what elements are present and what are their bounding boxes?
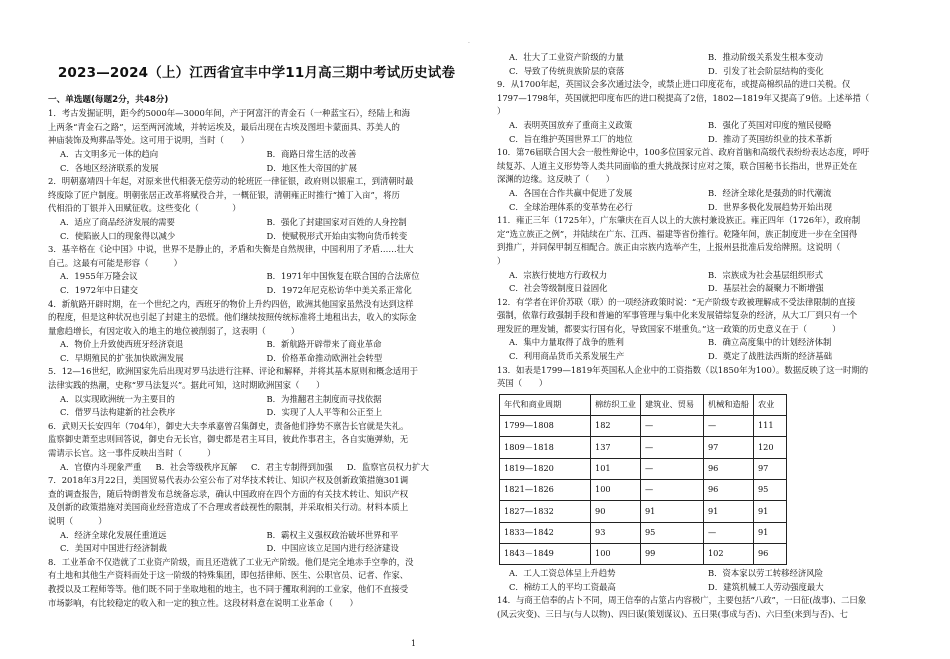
answer-options [48, 461, 473, 475]
answer-option[interactable]: A．适应了商品经济发展的需要 [60, 216, 175, 227]
question-text-line: 及创新的政策措施对美国商业经营造成了不合理或者歧视性的限制，并采取相关行动。材料本质上 [48, 502, 409, 513]
question-q2 [48, 175, 473, 243]
table-cell: 182 [591, 416, 641, 437]
table-cell: 90 [591, 501, 641, 522]
question-text-line: 的程度，但是这种状况也引起了封建主的恐慌。他们继续按照传统标准将土地租出去，收入的实际金 [48, 312, 417, 323]
question-text-line: 上两条“青金石之路”，运至两河流域，并转运埃及，最后出现在古埃及图坦卡蒙面具、苏美人的 [48, 121, 400, 132]
question-q8b [497, 51, 907, 78]
answer-option[interactable]: A．1955年万隆会议 [60, 271, 138, 282]
answer-options [48, 148, 473, 175]
answer-option[interactable]: C．君主专制得到加强 [250, 461, 333, 472]
page-title: 2023—2024（上）江西省宜丰中学11月高三期中考试历史试卷 [57, 65, 456, 81]
question-text-line: 3．基辛格在《论中国》中说，世界不是静止的，矛盾和失衡是自然规律，中国利用了矛盾……壮大 [48, 244, 414, 255]
answer-options [497, 269, 907, 296]
table-row [500, 416, 787, 437]
answer-option[interactable]: C．旨在维护英国世界工厂的地位 [509, 133, 633, 144]
answer-option[interactable]: C．美国对中国进行经济制裁 [60, 543, 167, 554]
table-cell: 建筑业、贸易 [640, 394, 703, 415]
answer-option[interactable]: D．奠定了战胜法西斯的经济基础 [708, 351, 832, 362]
table-row [500, 501, 787, 522]
table-cell: 1827—1832 [500, 501, 591, 522]
answer-options [48, 216, 473, 243]
table-cell: 1843－1849 [500, 543, 591, 564]
answer-option[interactable]: C．利用商品货币关系发展生产 [509, 351, 625, 362]
table-cell: 137 [591, 437, 641, 458]
table-cell: 96 [703, 458, 753, 479]
question-text-line: 强制，依靠行政强制手段和普遍的军事管理与集中化来发展错综复杂的经济，从大工厂到只有一个 [497, 310, 858, 321]
table-cell: — [640, 416, 703, 437]
question-text-line: 6．武则天长安四年（704年），御史大夫李承嘉曾召集御史，责备他们挣势不禀告长官就是失礼。 [48, 420, 409, 431]
table-cell: 91 [703, 501, 753, 522]
question-text-line: ） [497, 106, 506, 117]
question-q6 [48, 420, 473, 474]
table-cell: — [703, 522, 753, 543]
question-text-line: 理发匠的理发铺，都要实行国有化，导致国家不堪重负。”这一政策的历史意义在于（ ） [497, 323, 841, 334]
table-cell: 1833—1842 [500, 522, 591, 543]
left-column [48, 0, 473, 610]
answer-option[interactable]: B．宗族成为社会基层组织形式 [708, 269, 824, 280]
question-text-line: 1．考古发掘证明，距今约5000年—3000年间，产于阿富汗的青金石（一种蓝宝石），经陆上和海 [48, 108, 411, 119]
question-text-line: ） [497, 255, 506, 266]
answer-option[interactable]: B．新航路开辟带来了商业革命 [266, 339, 382, 350]
answer-option[interactable]: D．基层社会的凝聚力不断增强 [708, 283, 824, 294]
table-row [500, 458, 787, 479]
table-cell: 棉纺织工业 [591, 394, 641, 415]
answer-option[interactable]: A．各国在合作共赢中促进了发展 [509, 187, 633, 198]
question-text-line: 10．第76届联合国大会一般性辩论中，100多位国家元首、政府首脑和高级代表纷纷表达态度，呼吁 [497, 147, 870, 158]
question-text-line: 12．有学者在评价苏联（联）的一项经济政策时说：“无产阶级专政被理解成不受法律限制的直接 [497, 296, 856, 307]
question-text-line: 9．从1700年起，英国议会多次通过法令，或禁止进口印度花布，或提高棉织品的进口关税。仅 [497, 79, 851, 90]
answer-option[interactable]: A．宗族行使地方行政权力 [509, 269, 608, 280]
answer-option[interactable]: A．官僚内斗现象严重 [60, 461, 142, 472]
question-text-line: 量愈趋增长，有因定收入的地主的地位被削弱了，这表明（ ） [48, 325, 300, 336]
table-cell: 农业 [753, 394, 786, 415]
question-text-line: 4．新航路开辟时期，在一个世纪之内，西班牙的物价上升约四倍，欧洲其他国家虽然没有达到这样 [48, 298, 414, 309]
answer-option[interactable]: B．资本家以劳工转移经济风险 [708, 568, 824, 579]
table-header-row [500, 394, 787, 415]
table-cell: 95 [640, 522, 703, 543]
answer-option[interactable]: C．使陷嵌人口的现象得以减少 [60, 230, 176, 241]
question-q5 [48, 365, 473, 419]
answer-option[interactable]: A．古文明多元一体的趋向 [60, 148, 159, 159]
question-text-line: (风云灾变)、三曰与(与人以物)、四曰谋(策划谋议)、五曰果(事成与否)、六曰至(来到与否)、七 [497, 609, 848, 619]
question-text-line: 教授以及工程师等等。他们既不同于坐取地租的地主，也不同于攫取利润的工业家，他们不直接受 [48, 583, 409, 594]
table-cell: 111 [753, 416, 786, 437]
table-cell: 96 [703, 480, 753, 501]
question-text-line: 13．如表是1799—1819年英国私人企业中的工资指数（以1850年为100）。数据反映了这一时期的 [497, 364, 869, 375]
answer-option[interactable]: D．引发了社会阶层结构的变化 [708, 65, 824, 76]
answer-option[interactable]: A．表明英国放弃了重商主义政策 [509, 119, 633, 130]
answer-option[interactable]: A．以实现欧洲统一为主要目的 [60, 393, 175, 404]
answer-option[interactable]: D．使赋税形式开始由实物向货币转变 [266, 230, 408, 241]
answer-option[interactable]: C．棉纺工人的平均工资最高 [509, 581, 616, 592]
section-heading: 一、单选题(每题2分，共48分) [48, 94, 169, 105]
answer-option[interactable]: B．经济全球化是强劲的时代潮流 [708, 187, 832, 198]
question-q7 [48, 474, 473, 556]
scan-dot: · [468, 40, 470, 47]
right-column [497, 51, 907, 622]
table-cell: — [703, 416, 753, 437]
answer-option[interactable]: C．导致了传统贵族阶层的衰落 [509, 65, 625, 76]
question-text-line: 5．12—16世纪，欧洲国家先后出现对罗马法进行注释、评论和解释，并将其基本原则和概念适用于 [48, 366, 419, 377]
answer-option[interactable]: C．各地区经济联系的发展 [60, 162, 159, 173]
answer-options [497, 336, 907, 363]
question-text-line: 法律实践的热潮，史称“罗马法复兴”。据此可知，这时期欧洲国家（ ） [48, 380, 325, 391]
table-cell: 93 [591, 522, 641, 543]
question-text-line: 深渊的边缘。这反映了（ ） [497, 174, 615, 185]
answer-option[interactable]: B．强化了英国对印度的殖民侵略 [708, 119, 832, 130]
answer-option[interactable]: B．霸权主义强权政治破坏世界和平 [266, 529, 399, 540]
answer-option[interactable]: B．强化了封建国家对百姓的人身控制 [266, 216, 407, 227]
table-cell: 96 [753, 543, 786, 564]
table-cell: 机械和造船 [703, 394, 753, 415]
question-q14 [497, 594, 907, 621]
answer-options [48, 338, 473, 365]
table-cell: — [640, 458, 703, 479]
question-text-line: 自己。这最有可能是形容（ ） [48, 257, 182, 268]
answer-options [497, 567, 907, 594]
question-text-line: 11．雍正三年（1725年），广东肇庆在百人以上的大族村兼设族正。雍正四年（1726年），政府制 [497, 215, 861, 226]
question-text-line: 代相沿的丁银并入田赋征收。这些变化（ ） [48, 203, 241, 214]
question-q1 [48, 107, 473, 175]
answer-option[interactable]: B．确立高度集中的计划经济体制 [708, 337, 832, 348]
answer-option[interactable]: B．为推翻君主制度而寻找依据 [266, 393, 382, 404]
question-text-line: 监察御史萧至忠则回答说，御史台无长官，御史都是君主耳目，彼此作事君主，各自实施弹劾，无 [48, 434, 409, 445]
question-text-line: 续复苏、人道主义形势等人类共同面临的重大挑战探讨应对之策，联合国秘书长指出，世界正处在 [497, 160, 858, 171]
table-cell: 100 [591, 480, 641, 501]
question-text-line: 神庙装饰及殉葬品等处。这可用于说明，当时（ ） [48, 135, 249, 146]
table-cell: — [640, 437, 703, 458]
table-cell: 1821—1826 [500, 480, 591, 501]
table-cell: — [640, 480, 703, 501]
answer-options [497, 51, 907, 78]
table-cell: 120 [753, 437, 786, 458]
table-cell: 91 [753, 522, 786, 543]
question-text-line: 2．明朝嘉靖四十年起，对原来世代相袭无偿劳动的轮班匠一律征银，政府则以银雇工，到清朝时最 [48, 176, 414, 187]
answer-option[interactable]: D．监察官员权力扩大 [346, 461, 429, 472]
answer-option[interactable]: A．经济全球化发展任重道远 [60, 529, 167, 540]
question-q11 [497, 214, 907, 296]
table-cell: 99 [640, 543, 703, 564]
table-cell: 1809－1818 [500, 437, 591, 458]
left-questions [48, 107, 473, 610]
question-text-line: 终废除了匠户制度。明朝张居正改革将赋役合并，一概征银，清朝雍正时推行“摊丁入亩”，将历 [48, 189, 400, 200]
question-text-line: 需请示长官。这一事件反映出当时（ ） [48, 448, 216, 459]
answer-option[interactable]: C．早期殖民的扩张加快欧洲发展 [60, 352, 184, 363]
question-text-line: 定“选立族正之例”，并陆续在广东、江西、福建等省份推行。乾隆年间，族正制度进一步在全国得 [497, 228, 858, 239]
table-cell: 101 [591, 458, 641, 479]
table-cell: 95 [753, 480, 786, 501]
question-text-line: 市场影响，有比较稳定的收入和一定的独立性。这段材料意在说明工业革命（ ） [48, 597, 358, 608]
answer-options [48, 529, 473, 556]
question-q12 [497, 296, 907, 364]
question-text-line: 8．工业革命不仅造就了工业资产阶级，而且还造就了工业无产阶级。他们是完全地赤手空拳的，没 [48, 556, 414, 567]
question-q9 [497, 78, 907, 146]
table-cell: 97 [703, 437, 753, 458]
question-text-line: 7．2018年3月22日，美国贸易代表办公室公布了对华技术转让、知识产权及创新政策措施301调 [48, 475, 409, 486]
answer-option[interactable]: C．借罗马法构建新的社会秩序 [60, 407, 176, 418]
wage-index-table [499, 394, 787, 565]
answer-option[interactable]: D．实现了人人平等和公正至上 [266, 407, 383, 418]
answer-option[interactable]: D．中国应该立足国内进行经济建设 [266, 543, 399, 554]
question-q3 [48, 243, 473, 297]
question-text-line: 到推广，并同保甲制互相配合。族正由宗族内选举产生，上报州县批准后发给牌照。这说明（ [497, 242, 841, 253]
question-text-line: 英国（ ） [497, 378, 548, 389]
answer-option[interactable]: D．1972年尼克松访华中美关系正常化 [266, 284, 412, 295]
question-text-line: 查的调查报告，随后特朗普发布总统备忘录，确认中国政府在四个方面的有关技术转让、知识产权 [48, 488, 409, 499]
answer-option[interactable]: B．1971年中国恢复在联合国的合法席位 [266, 271, 420, 282]
question-text-line: 1797—1798年，英国就把印度布匹的进口税提高了2倍，1802—1819年又提高了9倍。上述举措（ [497, 92, 870, 103]
table-row [500, 437, 787, 458]
answer-option[interactable]: B．商路日常生活的改善 [266, 148, 357, 159]
question-q10 [497, 146, 907, 214]
table-row [500, 480, 787, 501]
answer-option[interactable]: A．集中力量取得了战争的胜利 [509, 337, 624, 348]
answer-options [48, 270, 473, 297]
table-cell: 1799—1808 [500, 416, 591, 437]
table-cell: 91 [753, 501, 786, 522]
table-cell: 1819—1820 [500, 458, 591, 479]
answer-option[interactable]: D．建筑机械工人劳动强度最大 [708, 581, 824, 592]
table-cell: 97 [753, 458, 786, 479]
answer-option[interactable]: A．壮大了工业资产阶级的力量 [509, 52, 624, 62]
answer-option[interactable]: A．工人工资总体呈上升趋势 [509, 568, 616, 579]
question-text-line: 有土地和其他生产资料而处于这一阶级的特殊集团，即包括律师、医生、公职官员、记者、作家、 [48, 570, 409, 581]
answer-option[interactable]: A．物价上升致使西班牙经济衰退 [60, 339, 184, 350]
answer-option[interactable]: C．1972年中日建交 [60, 284, 138, 295]
question-q8 [48, 556, 473, 610]
answer-option[interactable]: D．地区性大帝国的扩展 [266, 162, 357, 173]
question-text-line: 14．与商王信奉的占卜不同，周王信奉的占筮占内容极广，主要包括“八政”，一曰征(战事)、二曰象 [497, 595, 867, 606]
answer-option[interactable]: D．推动了英国纺织业的技术革新 [708, 133, 832, 144]
answer-option[interactable]: C．社会等级制度日益固化 [509, 283, 608, 294]
answer-option[interactable]: D．价格革命推动欧洲社会转型 [266, 352, 383, 363]
answer-option[interactable]: D．世界多极化发展趋势开始出现 [708, 201, 832, 212]
table-cell: 102 [703, 543, 753, 564]
answer-options [497, 187, 907, 214]
table-cell: 年代和商业周期 [500, 394, 591, 415]
question-q13 [497, 364, 907, 595]
table-cell: 100 [591, 543, 641, 564]
answer-options [48, 393, 473, 420]
table-row [500, 522, 787, 543]
answer-option[interactable]: B．推动阶级关系发生根本变动 [708, 52, 824, 62]
answer-option[interactable]: C．全球治理体系的变革势在必行 [509, 201, 633, 212]
answer-options [497, 119, 907, 146]
right-questions [497, 51, 907, 622]
question-q4 [48, 298, 473, 366]
page-number: 1 [411, 639, 417, 648]
table-row [500, 543, 787, 564]
question-text-line: 说明（ ） [48, 516, 107, 526]
answer-option[interactable]: B．社会等级秩序瓦解 [155, 461, 237, 472]
table-cell: 91 [640, 501, 703, 522]
